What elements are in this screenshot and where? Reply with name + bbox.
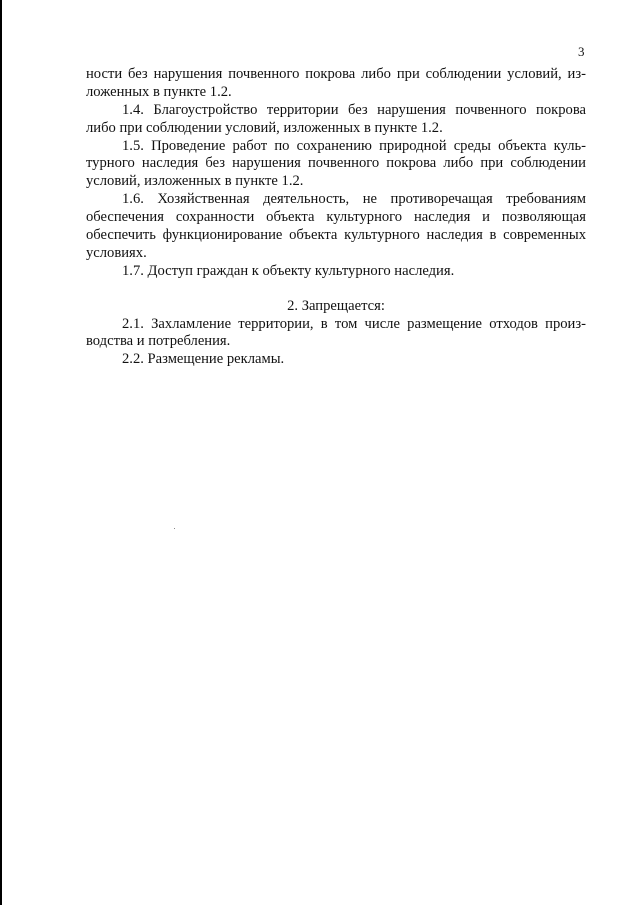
page-number: 3 bbox=[578, 44, 585, 59]
scan-edge bbox=[0, 0, 2, 905]
text-line: либо при соблюдении условий, изложенных в пункте 1.2. bbox=[86, 119, 443, 136]
document-body bbox=[86, 66, 586, 369]
text-line: 1.4. Благоустройство территории без нарушения почвенного покрова bbox=[122, 101, 586, 118]
text-line: 1.6. Хозяйственная деятельность, не противоречащая требованиям bbox=[122, 191, 586, 208]
text-line: ности без нарушения почвенного покрова либо при соблюдении условий, из- bbox=[86, 66, 586, 82]
text-line: 2.2. Размещение рекламы. bbox=[122, 351, 285, 368]
text-line: 1.7. Доступ граждан к объекту культурного наследия. bbox=[122, 262, 455, 279]
text-line: турного наследия без нарушения почвенного покрова либо при соблюдении bbox=[86, 155, 586, 172]
text-line: ложенных в пункте 1.2. bbox=[86, 83, 232, 100]
text-line: 2.1. Захламление территории, в том числе размещение отходов произ- bbox=[122, 315, 586, 332]
text-line: обеспечения сохранности объекта культурного наследия и позволяющая bbox=[86, 209, 586, 226]
text-line: водства и потребления. bbox=[86, 333, 231, 350]
text-line: условиях. bbox=[86, 244, 147, 261]
text-line: 1.5. Проведение работ по сохранению природной среды объекта куль- bbox=[122, 137, 586, 154]
text-line: обеспечить функционирование объекта культурного наследия в современных bbox=[86, 227, 586, 244]
text-line: условий, изложенных в пункте 1.2. bbox=[86, 173, 304, 190]
section-heading: 2. Запрещается: bbox=[287, 297, 385, 314]
section-gap bbox=[86, 281, 586, 298]
scan-speck bbox=[174, 528, 175, 529]
